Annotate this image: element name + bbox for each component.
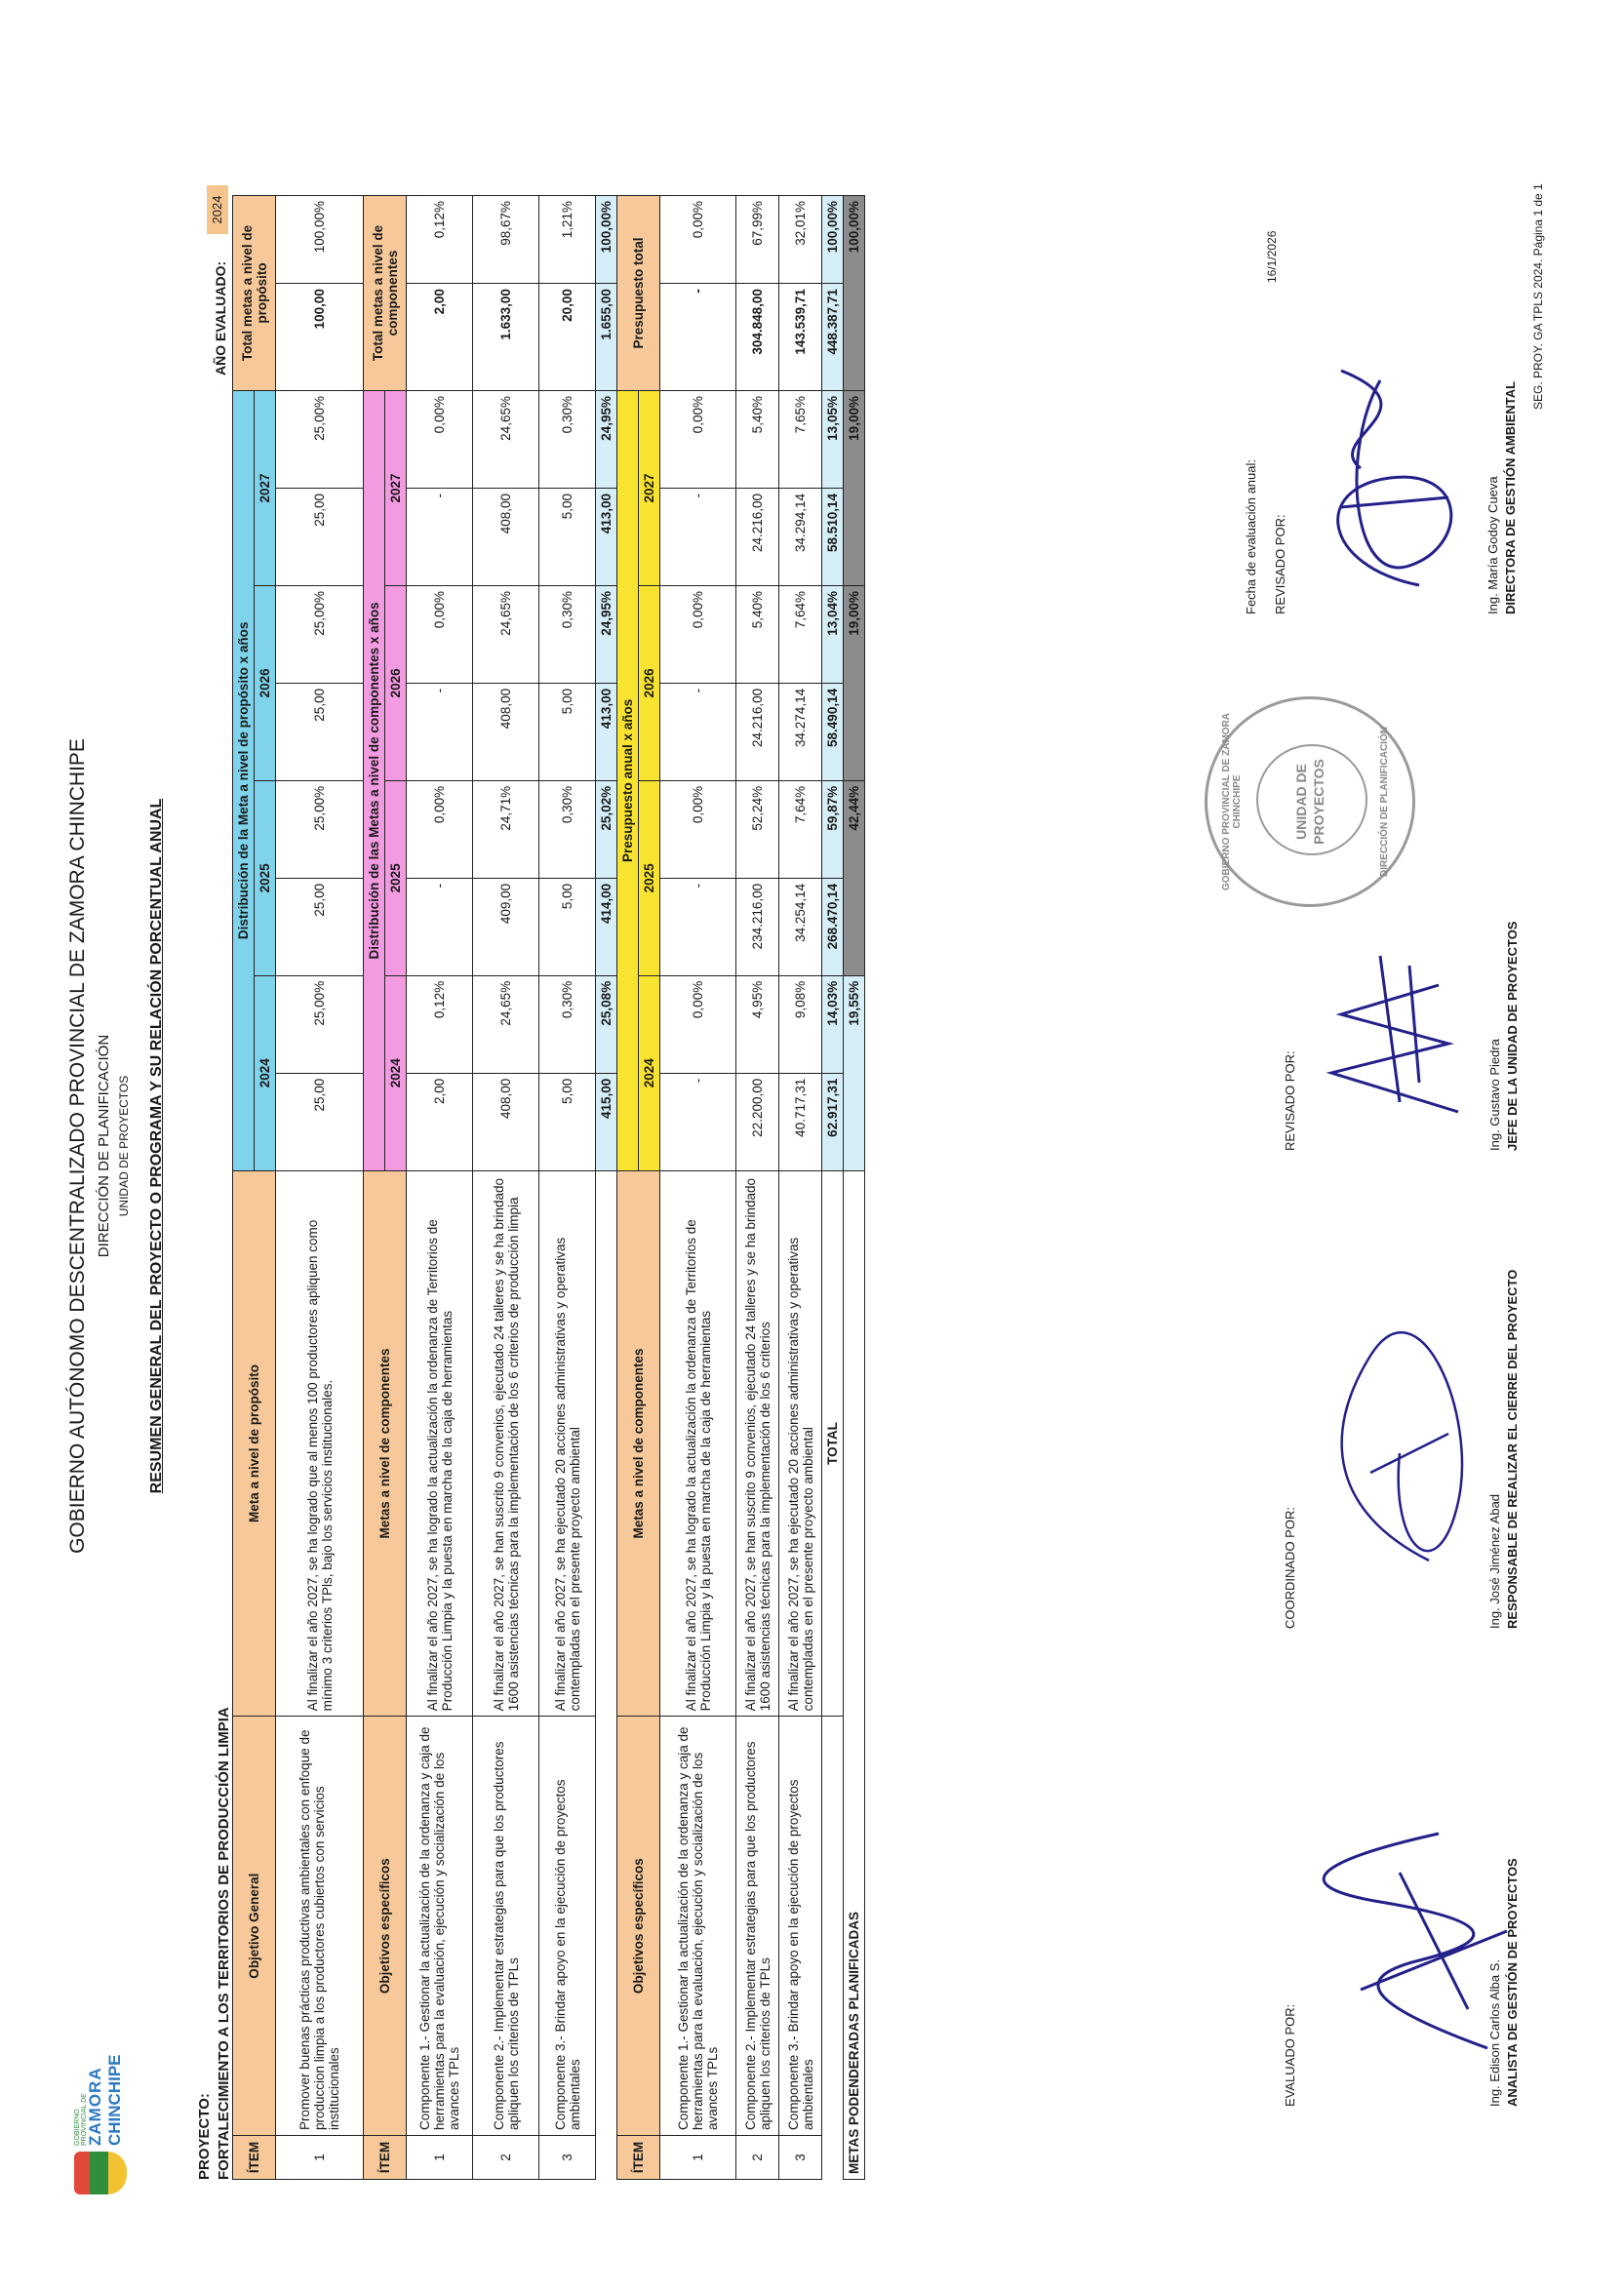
header-component-goals: Metas a nivel de componentes <box>364 1170 407 1717</box>
table-row <box>539 196 596 2180</box>
institution-name: GOBIERNO AUTÓNOMO DESCENTRALIZADO PROVINCIAL DE ZAMORA CHINCHIPE <box>66 738 89 1554</box>
project-heading <box>195 1707 234 2180</box>
total-cell: 13,05% <box>822 391 844 489</box>
objective-cell: Componente 2.- Implementar estrategias para que los productores apliquen los criterios de TPLs <box>736 1717 779 2136</box>
item-number: 3 <box>539 2136 596 2180</box>
signatory-role: JEFE DE LA UNIDAD DE PROYECTOS <box>1505 921 1520 1151</box>
stamp-inner-text: UNIDAD DE <box>1293 764 1309 840</box>
value-cell: 7,64% <box>779 585 822 683</box>
logo-line2: CHINCHIPE <box>105 2054 124 2146</box>
total-cell: 14,03% <box>822 975 844 1073</box>
value-cell: 34.274,14 <box>779 683 822 780</box>
header-component-distribution: Distribución de las Metas a nivel de componentes x años <box>364 391 385 1171</box>
goal-cell: Al finalizar el año 2027, se ha ejecutado 20 acciones administrativas y operativas contempladas en el presente proyecto ambiental <box>539 1170 596 1717</box>
total-value-cell: 20,00 <box>539 284 596 391</box>
department-name: DIRECCIÓN DE PLANIFICACIÓN <box>96 1034 112 1258</box>
total-percent-cell: 100,00% <box>276 196 364 284</box>
value-cell: - <box>660 878 736 975</box>
value-cell: 25,00 <box>276 683 364 780</box>
total-cell: 1.655,00 <box>596 284 617 391</box>
value-cell: 0,00% <box>407 391 473 489</box>
total-percent-cell: 32,01% <box>779 196 822 284</box>
logo-line1: ZAMORA <box>86 2067 104 2146</box>
weighted-cell: 42,44% <box>844 780 865 975</box>
value-cell: 40.717,31 <box>779 1073 822 1170</box>
table-row <box>407 196 473 2180</box>
year-header: 2026 <box>639 585 660 780</box>
total-cell: 13,04% <box>822 585 844 683</box>
goal-cell: Al finalizar el año 2027, se ha logrado la actualización la ordenanza de Territorios de Producción Limpia y la puesta en marcha de la caja de herramientas <box>660 1170 736 1717</box>
evaluated-year-label: AÑO EVALUADO: <box>213 260 228 375</box>
total-value-cell: 2,00 <box>407 284 473 391</box>
value-cell: 5,40% <box>736 391 779 489</box>
objective-cell: Componente 3.- Brindar apoyo en la ejecución de proyectos ambientales <box>539 1717 596 2136</box>
item-number: 3 <box>779 2136 822 2180</box>
value-cell: - <box>660 488 736 585</box>
total-value-cell: 143.539,71 <box>779 284 822 391</box>
value-cell: 5,00 <box>539 488 596 585</box>
total-percent-cell: 1,21% <box>539 196 596 284</box>
value-cell: 25,00% <box>276 585 364 683</box>
table-row <box>660 196 736 2180</box>
value-cell: 408,00 <box>473 1073 539 1170</box>
item-number: 1 <box>660 2136 736 2180</box>
header-annual-budget: Presupuesto anual x años <box>617 391 639 1171</box>
signature-scribble-icon <box>1302 351 1468 605</box>
value-cell: 25,00 <box>276 878 364 975</box>
objective-cell: Componente 1.- Gestionar la actualización de la ordenanza y caja de herramientas para la evaluación, ejecución y socialización de los avances TPLs <box>660 1717 736 2136</box>
signatory-name: Ing. José Jiménez Abad <box>1487 1493 1502 1629</box>
header-total-budget: Presupuesto total <box>617 196 660 391</box>
value-cell: 4,95% <box>736 975 779 1073</box>
header-item: ÍTEM <box>617 2136 660 2180</box>
value-cell: - <box>407 878 473 975</box>
year-header: 2025 <box>385 780 407 975</box>
header-purpose-total: Total metas a nivel de propósito <box>233 196 276 391</box>
value-cell: 24,71% <box>473 780 539 878</box>
budget-totals-row <box>822 196 844 2180</box>
logo-small-text: GOBIERNO PROVINCIAL DE <box>74 2093 88 2146</box>
stamp-outer-text: GOBIERNO PROVINCIAL DE ZAMORA CHINCHIPE <box>1221 712 1243 891</box>
value-cell: 5,00 <box>539 683 596 780</box>
value-cell: - <box>660 683 736 780</box>
evaluated-year-value: 2024 <box>207 185 228 234</box>
evaluated-by-block <box>1283 1858 1520 2107</box>
year-header: 2025 <box>639 780 660 975</box>
weighted-goals-row <box>844 196 865 2180</box>
components-totals-row <box>596 196 617 2180</box>
total-value-cell: 100,00 <box>276 284 364 391</box>
header-item: ÍTEM <box>233 2136 276 2180</box>
year-header: 2026 <box>385 585 407 780</box>
total-cell: 24,95% <box>596 391 617 489</box>
year-header: 2024 <box>255 975 276 1170</box>
item-number: 2 <box>736 2136 779 2180</box>
value-cell: 7,65% <box>779 391 822 489</box>
header-specific-objectives: Objetivos específicos <box>617 1717 660 2136</box>
signatory-role: ANALISTA DE GESTIÓN DE PROYECTOS <box>1505 1858 1520 2107</box>
value-cell: 0,00% <box>660 391 736 489</box>
value-cell: 0,30% <box>539 585 596 683</box>
total-cell: 25,02% <box>596 780 617 878</box>
total-cell: 24,95% <box>596 585 617 683</box>
value-cell: 24,65% <box>473 391 539 489</box>
objective-cell: Componente 1.- Gestionar la actualización de la ordenanza y caja de herramientas para la evaluación, ejecución y socialización de los avances TPLs <box>407 1717 473 2136</box>
value-cell: 34.254,14 <box>779 878 822 975</box>
project-name: FORTALECIMIENTO A LOS TERRITORIOS DE PRODUCCIÓN LIMPIA <box>216 1707 232 2180</box>
value-cell: - <box>660 1073 736 1170</box>
value-cell: 34.294,14 <box>779 488 822 585</box>
eval-date-value: 16/1/2026 <box>1265 230 1279 283</box>
value-cell: 24,65% <box>473 975 539 1073</box>
value-cell: 5,00 <box>539 1073 596 1170</box>
project-label: PROYECTO: <box>196 2093 213 2180</box>
value-cell: 234.216,00 <box>736 878 779 975</box>
header-purpose-distribution: Distribución de la Meta a nivel de propósito x años <box>233 391 255 1171</box>
signature-label: EVALUADO POR: <box>1283 2003 1297 2107</box>
year-header: 2027 <box>639 391 660 586</box>
total-value-cell: 1.633,00 <box>473 284 539 391</box>
total-cell: 58.490,14 <box>822 683 844 780</box>
value-cell: 0,00% <box>660 585 736 683</box>
signature-scribble-icon <box>1312 1317 1487 1590</box>
header-purpose-goal: Meta a nivel de propósito <box>233 1170 276 1717</box>
year-header: 2024 <box>385 975 407 1170</box>
total-cell: 100,00% <box>822 196 844 284</box>
weighted-cell: 19,00% <box>844 391 865 586</box>
value-cell: 0,30% <box>539 975 596 1073</box>
signatory-name: Ing. María Godoy Cueva <box>1485 476 1500 614</box>
objective-cell: Componente 2.- Implementar estrategias para que los productores apliquen los criterios de TPLs <box>473 1717 539 2136</box>
signature-scribble-icon <box>1312 936 1478 1131</box>
signatory-name: Ing. Edison Carlos Alba S. <box>1487 1958 1502 2107</box>
year-header: 2026 <box>255 585 276 780</box>
value-cell: 25,00% <box>276 780 364 878</box>
header-component-goals: Metas a nivel de componentes <box>617 1170 660 1717</box>
signature-label: REVISADO POR: <box>1273 514 1287 614</box>
header-general-objective: Objetivo General <box>233 1717 276 2136</box>
total-value-cell: 304.848,00 <box>736 284 779 391</box>
value-cell: 408,00 <box>473 488 539 585</box>
value-cell: 52,24% <box>736 780 779 878</box>
signatures-area <box>1221 59 1565 2233</box>
coordinated-by-block <box>1283 1269 1520 1629</box>
total-cell: 58.510,14 <box>822 488 844 585</box>
total-cell: 268.470,14 <box>822 878 844 975</box>
goal-cell: Al finalizar el año 2027, se han suscrito 9 convenios, ejecutado 24 talleres y se ha brindado 1600 asistencias técnicas para la implementación de los 6 criterios <box>736 1170 779 1717</box>
total-percent-cell: 0,00% <box>660 196 736 284</box>
total-cell: 62.917,31 <box>822 1073 844 1170</box>
signatory-name: Ing. Gustavo Piedra <box>1487 1039 1502 1151</box>
value-cell: 2,00 <box>407 1073 473 1170</box>
value-cell: 0,30% <box>539 391 596 489</box>
total-cell: 415,00 <box>596 1073 617 1170</box>
total-percent-cell: 98,67% <box>473 196 539 284</box>
year-header: 2027 <box>255 391 276 586</box>
value-cell: 0,12% <box>407 975 473 1073</box>
total-cell: 414,00 <box>596 878 617 975</box>
header-component-total: Total metas a nivel de componentes <box>364 196 407 391</box>
total-value-cell: - <box>660 284 736 391</box>
value-cell: 24.216,00 <box>736 488 779 585</box>
value-cell: 9,08% <box>779 975 822 1073</box>
value-cell: 0,00% <box>407 585 473 683</box>
value-cell: 0,30% <box>539 780 596 878</box>
signatory-role: RESPONSABLE DE REALIZAR EL CIERRE DEL PROYECTO <box>1505 1269 1520 1629</box>
header-specific-objectives: Objetivos específicos <box>364 1717 407 2136</box>
header-item: ÍTEM <box>364 2136 407 2180</box>
item-number: 1 <box>276 2136 364 2180</box>
value-cell: 25,00% <box>276 391 364 489</box>
weighted-cell: 100,00% <box>844 196 865 391</box>
signatory-role: DIRECTORA DE GESTIÓN AMBIENTAL <box>1503 380 1518 614</box>
total-percent-cell: 0,12% <box>407 196 473 284</box>
document-title: RESUMEN GENERAL DEL PROYECTO O PROGRAMA Y SU RELACIÓN PORCENTUAL ANUAL <box>148 798 165 1494</box>
year-header: 2027 <box>385 391 407 586</box>
value-cell: - <box>407 683 473 780</box>
value-cell: 25,00 <box>276 1073 364 1170</box>
value-cell: 25,00% <box>276 975 364 1073</box>
table-row <box>276 196 364 2180</box>
value-cell: 22.200,00 <box>736 1073 779 1170</box>
item-number: 1 <box>407 2136 473 2180</box>
signature-label: COORDINADO POR: <box>1283 1507 1297 1629</box>
value-cell: 0,00% <box>660 780 736 878</box>
value-cell: - <box>407 488 473 585</box>
stamp-inner-text: PROYECTOS <box>1311 759 1327 845</box>
value-cell: 7,64% <box>779 780 822 878</box>
table-row <box>473 196 539 2180</box>
year-header: 2025 <box>255 780 276 975</box>
total-cell: 413,00 <box>596 683 617 780</box>
total-label: TOTAL <box>822 1170 844 1717</box>
goal-cell: Al finalizar el año 2027, se ha ejecutado 20 acciones administrativas y operativas contempladas en el presente proyecto ambiental <box>779 1170 822 1717</box>
weighted-cell: 19,00% <box>844 585 865 780</box>
year-header: 2024 <box>639 975 660 1170</box>
official-stamp <box>1205 696 1415 907</box>
weighted-goals-label: METAS PODENDERADAS PLANIFICADAS <box>844 1170 865 2179</box>
objective-cell: Componente 3.- Brindar apoyo en la ejecución de proyectos ambientales <box>779 1717 822 2136</box>
rotated-document-page <box>49 59 1570 2233</box>
total-cell: 448.387,71 <box>822 284 844 391</box>
signature-label: REVISADO POR: <box>1283 1050 1297 1151</box>
eval-date-label: Fecha de evaluación anual: <box>1244 458 1258 614</box>
goal-cell: Al finalizar el año 2027, se ha logrado la actualización la ordenanza de Territorios de Producción Limpia y la puesta en marcha de la caja de herramientas <box>407 1170 473 1717</box>
value-cell: 5,40% <box>736 585 779 683</box>
value-cell: 5,00 <box>539 878 596 975</box>
document-reference: SEG. PROY. GA TPLS 2024. Página 1 de 1 <box>1531 183 1545 410</box>
stamp-side-text: DIRECCIÓN DE PLANIFICACIÓN <box>1379 727 1390 877</box>
table-row <box>779 196 822 2180</box>
total-cell: 59,87% <box>822 780 844 878</box>
unit-name: UNIDAD DE PROYECTOS <box>117 1075 131 1217</box>
total-cell: 413,00 <box>596 488 617 585</box>
weighted-cell: 19,55% <box>844 975 865 1170</box>
value-cell: 24,65% <box>473 585 539 683</box>
value-cell: 0,00% <box>660 975 736 1073</box>
total-cell: 100,00% <box>596 196 617 284</box>
total-percent-cell: 67,99% <box>736 196 779 284</box>
objective-cell: Promover buenas prácticas productivas ambientales con enfoque de produccion limpia a los productores cubiertos con servicios institucionales <box>276 1717 364 2136</box>
item-number: 2 <box>473 2136 539 2180</box>
table-row <box>736 196 779 2180</box>
value-cell: 24.216,00 <box>736 683 779 780</box>
value-cell: 408,00 <box>473 683 539 780</box>
value-cell: 0,00% <box>407 780 473 878</box>
summary-table <box>232 195 865 2180</box>
value-cell: 409,00 <box>473 878 539 975</box>
value-cell: 25,00 <box>276 488 364 585</box>
goal-cell: Al finalizar el año 2027, se ha logrado que al menos 100 productores apliquen como mínimo 3 criterios TPls, bajo los servicios institucionales. <box>276 1170 364 1717</box>
goal-cell: Al finalizar el año 2027, se han suscrito 9 convenios, ejecutado 24 talleres y se ha brindado 1600 asistencias técnicas para la implementación de los 6 criterios de producción limpia <box>473 1170 539 1717</box>
total-cell: 25,08% <box>596 975 617 1073</box>
